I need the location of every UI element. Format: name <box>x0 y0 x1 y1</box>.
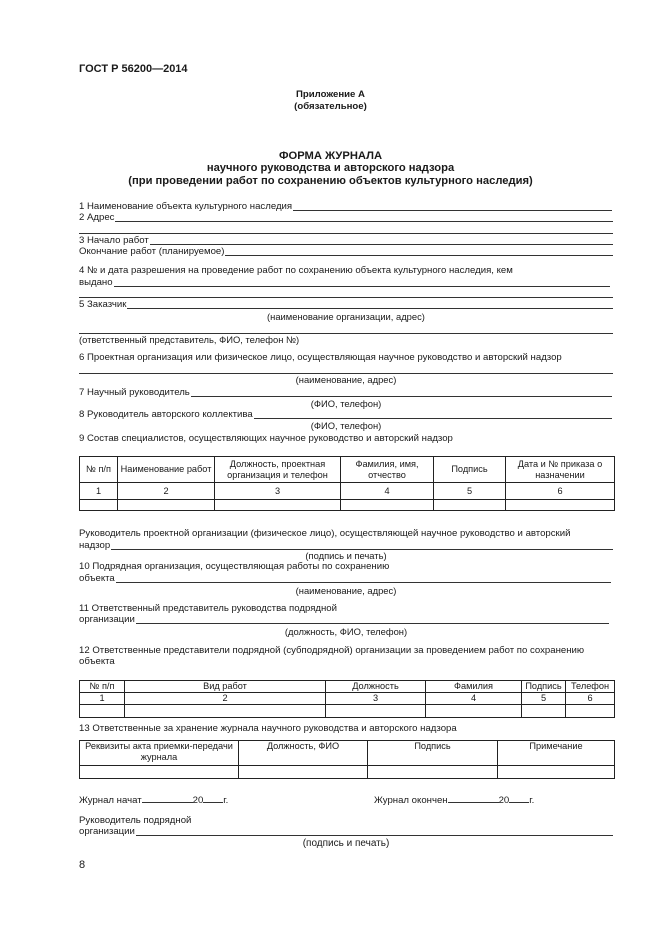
table-cell[interactable] <box>326 705 426 718</box>
field-object-name-input[interactable] <box>293 210 612 211</box>
field-address-input[interactable] <box>115 221 613 222</box>
table-cell[interactable] <box>80 766 239 779</box>
form-subtitle: научного руководства и авторского надзора <box>206 162 455 174</box>
table-header-cell: Подпись <box>522 681 566 693</box>
table-number-row <box>80 693 615 705</box>
field-design-org-caption: (наименование, адрес) <box>295 374 397 385</box>
table-cell[interactable] <box>341 500 434 511</box>
head-org-signature-label: надзор <box>79 540 111 551</box>
journal-ended <box>374 793 534 807</box>
field-work-end-label: Окончание работ (планируемое) <box>79 246 225 257</box>
field-contractor-rep-input[interactable] <box>136 623 609 624</box>
field-contractor-label: 10 Подрядная организация, осуществляющая работы по сохранению <box>79 561 390 572</box>
form-subtitle-2: (при проведении работ по сохранению объектов культурного наследия) <box>128 175 533 187</box>
table-number-cell: 1 <box>80 483 118 500</box>
table-header-cell: Фамилия <box>426 681 522 693</box>
table-number-cell: 3 <box>326 693 426 705</box>
form-title: ФОРМА ЖУРНАЛА <box>278 150 383 162</box>
specialists-table <box>79 456 615 511</box>
table-header-cell: Примечание <box>498 741 615 766</box>
journal-ended-year-prefix: 20 <box>498 795 510 806</box>
field-work-end-input[interactable] <box>225 255 613 256</box>
journal-started-label: Журнал начат <box>79 795 142 806</box>
field-object-name-label: 1 Наименование объекта культурного наследия <box>79 201 293 212</box>
field-customer <box>79 299 613 311</box>
field-contractor-rep-org-label: организации <box>79 614 135 625</box>
appendix-note: (обязательное) <box>294 101 367 112</box>
field-contractor-reps-label: 12 Ответственные представители подрядной (субподрядной) организации за проведением работ по сохранению <box>79 645 585 656</box>
table-header-row <box>80 681 615 693</box>
table-cell[interactable] <box>80 705 125 718</box>
field-work-end <box>79 246 613 258</box>
appendix-title: Приложение А <box>296 89 365 100</box>
journal-started-year-input[interactable] <box>203 793 223 803</box>
journal-keepers-table <box>79 740 615 779</box>
head-org-label: Руководитель проектной организации (физическое лицо), осуществляющей научное руководство и авторский <box>79 528 571 539</box>
table-cell[interactable] <box>368 766 498 779</box>
table-header-cell: Подпись <box>434 457 506 483</box>
field-customer-label: 5 Заказчик <box>79 299 127 310</box>
table-number-cell: 5 <box>522 693 566 705</box>
table-cell[interactable] <box>434 500 506 511</box>
table-number-cell: 2 <box>118 483 215 500</box>
table-header-cell: Реквизиты акта приемки-передачи журнала <box>80 741 239 766</box>
journal-ended-year-suffix: г. <box>529 795 535 806</box>
table-header-row <box>80 457 615 483</box>
table-row[interactable] <box>80 766 615 779</box>
table-header-cell: Подпись <box>368 741 498 766</box>
field-scientific-lead-input[interactable] <box>191 396 612 397</box>
table-header-cell: № п/п <box>80 457 118 483</box>
field-contractor-input[interactable] <box>116 582 611 583</box>
journal-started-year-suffix: г. <box>223 795 229 806</box>
contractor-head-signature <box>79 826 613 838</box>
field-address-line-2[interactable] <box>79 233 613 234</box>
page-number: 8 <box>79 859 86 871</box>
journal-started-day-input[interactable] <box>142 793 193 803</box>
table-header-cell: Телефон <box>566 681 615 693</box>
table-header-cell: Должность <box>326 681 426 693</box>
field-permit-issued-label: выдано <box>79 277 113 288</box>
table-header-cell: Вид работ <box>125 681 326 693</box>
field-permit-label: 4 № и дата разрешения на проведение работ по сохранению объекта культурного наследия, кем <box>79 265 513 276</box>
table-row[interactable] <box>80 500 615 511</box>
table-cell[interactable] <box>118 500 215 511</box>
table-cell[interactable] <box>239 766 368 779</box>
table-number-cell: 3 <box>215 483 341 500</box>
field-contractor-rep-caption: (должность, ФИО, телефон) <box>284 626 408 637</box>
table-header-cell: Дата и № приказа о назначении <box>506 457 615 483</box>
contractor-head-caption: (подпись и печать) <box>302 838 390 849</box>
field-customer-input[interactable] <box>127 308 613 309</box>
table-cell[interactable] <box>506 500 615 511</box>
field-contractor <box>79 573 611 585</box>
journal-ended-day-input[interactable] <box>448 793 499 803</box>
contractor-head-signature-input[interactable] <box>136 835 613 836</box>
field-design-org-label: 6 Проектная организация или физическое лицо, осуществляющая научное руководство и авторский надзор <box>79 352 562 363</box>
contractor-head-org-label: организации <box>79 826 135 837</box>
field-contractor-object-label: объекта <box>79 573 115 584</box>
table-number-cell: 2 <box>125 693 326 705</box>
table-header-cell: Наименование работ <box>118 457 215 483</box>
journal-ended-label: Журнал окончен <box>374 795 448 806</box>
head-org-caption: (подпись и печать) <box>305 550 387 561</box>
table-cell[interactable] <box>125 705 326 718</box>
field-contractor-reps-object: объекта <box>79 656 115 667</box>
field-work-start-input[interactable] <box>150 244 613 245</box>
table-cell[interactable] <box>522 705 566 718</box>
table-header-cell: Фамилия, имя, отчество <box>341 457 434 483</box>
field-contractor-caption: (наименование, адрес) <box>295 585 397 596</box>
field-author-lead-input[interactable] <box>254 418 612 419</box>
table-cell[interactable] <box>498 766 615 779</box>
table-number-cell: 4 <box>426 693 522 705</box>
table-row[interactable] <box>80 705 615 718</box>
table-number-cell: 1 <box>80 693 125 705</box>
table-number-cell: 6 <box>506 483 615 500</box>
table-number-cell: 6 <box>566 693 615 705</box>
table-cell[interactable] <box>80 500 118 511</box>
field-permit-line-2[interactable] <box>79 297 613 298</box>
field-permit-issued <box>79 277 610 289</box>
field-contractor-rep-label: 11 Ответственный представитель руководства подрядной <box>79 603 337 614</box>
field-specialists-label: 9 Состав специалистов, осуществляющих научное руководство и авторский надзор <box>79 433 453 444</box>
field-author-lead-caption: (ФИО, телефон) <box>310 420 382 431</box>
field-journal-keepers-label: 13 Ответственные за хранение журнала научного руководства и авторского надзора <box>79 723 457 734</box>
field-author-lead-label: 8 Руководитель авторского коллектива <box>79 409 253 420</box>
field-scientific-lead-caption: (ФИО, телефон) <box>310 398 382 409</box>
contractor-reps-table <box>79 680 615 718</box>
field-address-label: 2 Адрес <box>79 212 115 223</box>
table-cell[interactable] <box>566 705 615 718</box>
field-address <box>79 212 613 224</box>
journal-ended-year-input[interactable] <box>509 793 529 803</box>
table-cell[interactable] <box>426 705 522 718</box>
table-header-row <box>80 741 615 766</box>
journal-started-year-prefix: 20 <box>192 795 204 806</box>
table-header-cell: Должность, проектная организация и телефон <box>215 457 341 483</box>
table-header-cell: Должность, ФИО <box>239 741 368 766</box>
table-number-row <box>80 483 615 500</box>
table-cell[interactable] <box>215 500 341 511</box>
table-header-cell: № п/п <box>80 681 125 693</box>
journal-started <box>79 793 228 807</box>
field-customer-rep-caption: (ответственный представитель, ФИО, телефон №) <box>79 334 300 345</box>
field-scientific-lead-label: 7 Научный руководитель <box>79 387 190 398</box>
field-customer-caption: (наименование организации, адрес) <box>267 311 425 322</box>
field-work-start-label: 3 Начало работ <box>79 235 149 246</box>
table-number-cell: 4 <box>341 483 434 500</box>
table-number-cell: 5 <box>434 483 506 500</box>
field-contractor-rep <box>79 614 609 626</box>
document-standard-number: ГОСТ Р 56200—2014 <box>79 63 188 75</box>
field-permit-issued-input[interactable] <box>114 286 610 287</box>
contractor-head-label: Руководитель подрядной <box>79 815 192 826</box>
